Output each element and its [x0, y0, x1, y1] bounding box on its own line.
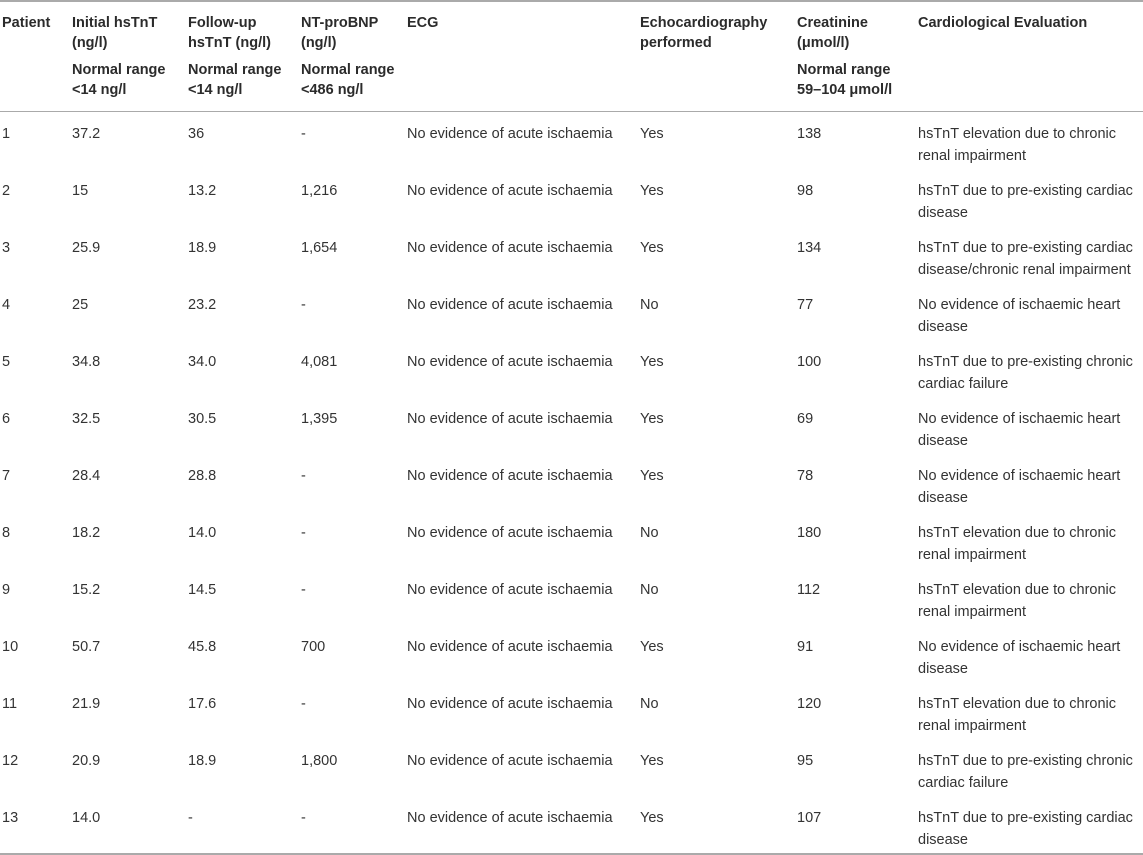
cell-initial-hstnt: 28.4: [72, 468, 101, 484]
cell-echocardiography: Yes: [640, 753, 664, 769]
cell-ecg: No evidence of acute ischaemia: [407, 753, 613, 769]
cell-patient: 4: [2, 297, 11, 313]
cell-followup-hstnt: 34.0: [188, 354, 217, 370]
cell-cardiological-evaluation: hsTnT elevation due to chronic renal impairment: [918, 582, 1117, 620]
cell-patient: 6: [2, 411, 11, 427]
table-row: [0, 112, 1143, 170]
cell-cardiological-evaluation: hsTnT elevation due to chronic renal impairment: [918, 696, 1117, 734]
cell-ecg: No evidence of acute ischaemia: [407, 810, 613, 826]
table-row: [0, 169, 1143, 226]
cell-creatinine: 134: [797, 240, 822, 256]
cell-ecg: No evidence of acute ischaemia: [407, 696, 613, 712]
cell-patient: 7: [2, 468, 11, 484]
cell-patient: 5: [2, 354, 11, 370]
cell-cardiological-evaluation: No evidence of ischaemic heart disease: [918, 468, 1121, 506]
header-initial-hstnt: [68, 1, 184, 112]
cell-echocardiography: Yes: [640, 810, 664, 826]
table-row: [0, 568, 1143, 625]
cell-nt-probnp: -: [301, 297, 306, 313]
header-nt-probnp-label: NT-proBNP (ng/l): [301, 15, 379, 51]
cell-initial-hstnt: 15.2: [72, 582, 101, 598]
header-nt-probnp-range: Normal range <486 ng/l: [301, 62, 395, 98]
header-creatinine-label: Creatinine (μmol/l): [797, 15, 868, 51]
cell-echocardiography: No: [640, 297, 659, 313]
table-row: [0, 283, 1143, 340]
cell-cardiological-evaluation: hsTnT due to pre-existing chronic cardiac failure: [918, 354, 1133, 392]
cell-ecg: No evidence of acute ischaemia: [407, 183, 613, 199]
cell-nt-probnp: -: [301, 696, 306, 712]
cell-cardiological-evaluation: No evidence of ischaemic heart disease: [918, 411, 1121, 449]
cell-echocardiography: Yes: [640, 468, 664, 484]
header-ecg: [403, 1, 636, 112]
cell-initial-hstnt: 32.5: [72, 411, 101, 427]
cell-nt-probnp: -: [301, 810, 306, 826]
cell-creatinine: 78: [797, 468, 814, 484]
cell-initial-hstnt: 50.7: [72, 639, 101, 655]
table-row: [0, 226, 1143, 283]
cell-creatinine: 112: [797, 582, 821, 598]
header-nt-probnp: [297, 1, 403, 112]
cell-initial-hstnt: 25: [72, 297, 89, 313]
cell-initial-hstnt: 34.8: [72, 354, 101, 370]
table-row: [0, 682, 1143, 739]
cell-ecg: No evidence of acute ischaemia: [407, 354, 613, 370]
cell-patient: 2: [2, 183, 11, 199]
cell-creatinine: 120: [797, 696, 822, 712]
cell-nt-probnp: -: [301, 525, 306, 541]
cell-followup-hstnt: 13.2: [188, 183, 217, 199]
cell-creatinine: 77: [797, 297, 814, 313]
cell-nt-probnp: -: [301, 126, 306, 142]
table-row: [0, 739, 1143, 796]
cell-echocardiography: Yes: [640, 183, 664, 199]
cell-creatinine: 69: [797, 411, 814, 427]
cell-creatinine: 100: [797, 354, 822, 370]
cell-nt-probnp: 1,654: [301, 240, 338, 256]
cell-echocardiography: No: [640, 525, 659, 541]
table-row: [0, 511, 1143, 568]
cell-cardiological-evaluation: hsTnT elevation due to chronic renal impairment: [918, 525, 1117, 563]
cell-ecg: No evidence of acute ischaemia: [407, 240, 613, 256]
cell-cardiological-evaluation: No evidence of ischaemic heart disease: [918, 639, 1121, 677]
cell-followup-hstnt: 36: [188, 126, 205, 142]
cell-initial-hstnt: 18.2: [72, 525, 101, 541]
header-patient-label: Patient: [2, 15, 51, 31]
header-followup-hstnt-label: Follow-up hsTnT (ng/l): [188, 15, 271, 51]
cell-followup-hstnt: 18.9: [188, 240, 217, 256]
cell-creatinine: 95: [797, 753, 814, 769]
table-row: [0, 625, 1143, 682]
cell-ecg: No evidence of acute ischaemia: [407, 126, 613, 142]
cell-ecg: No evidence of acute ischaemia: [407, 525, 613, 541]
cell-cardiological-evaluation: hsTnT due to pre-existing cardiac disease: [918, 183, 1133, 221]
cell-nt-probnp: 4,081: [301, 354, 338, 370]
table-body: [0, 112, 1143, 855]
table-header: [0, 1, 1143, 112]
cell-patient: 1: [2, 126, 11, 142]
cell-cardiological-evaluation: No evidence of ischaemic heart disease: [918, 297, 1121, 335]
cell-patient: 3: [2, 240, 11, 256]
header-creatinine-range: Normal range 59–104 μmol/l: [797, 62, 893, 98]
cell-nt-probnp: 1,216: [301, 183, 338, 199]
cell-patient: 9: [2, 582, 11, 598]
cell-followup-hstnt: 28.8: [188, 468, 217, 484]
table-row: [0, 796, 1143, 854]
cell-creatinine: 98: [797, 183, 814, 199]
cell-nt-probnp: 1,395: [301, 411, 338, 427]
cell-echocardiography: Yes: [640, 126, 664, 142]
cell-echocardiography: Yes: [640, 354, 664, 370]
cell-cardiological-evaluation: hsTnT due to pre-existing chronic cardiac failure: [918, 753, 1133, 791]
cell-initial-hstnt: 37.2: [72, 126, 101, 142]
cell-initial-hstnt: 14.0: [72, 810, 101, 826]
cell-followup-hstnt: 14.0: [188, 525, 217, 541]
cell-followup-hstnt: 14.5: [188, 582, 217, 598]
table-row: [0, 340, 1143, 397]
cell-echocardiography: No: [640, 696, 659, 712]
cell-echocardiography: Yes: [640, 639, 664, 655]
cell-ecg: No evidence of acute ischaemia: [407, 297, 613, 313]
header-initial-hstnt-range: Normal range <14 ng/l: [72, 62, 166, 98]
cell-cardiological-evaluation: hsTnT due to pre-existing cardiac disease: [918, 810, 1133, 848]
cell-nt-probnp: -: [301, 582, 306, 598]
cell-creatinine: 91: [797, 639, 814, 655]
cell-ecg: No evidence of acute ischaemia: [407, 639, 613, 655]
cell-creatinine: 107: [797, 810, 822, 826]
cell-echocardiography: Yes: [640, 411, 664, 427]
cell-followup-hstnt: 30.5: [188, 411, 217, 427]
table-row: [0, 454, 1143, 511]
header-followup-hstnt-range: Normal range <14 ng/l: [188, 62, 282, 98]
header-echocardiography-label: Echocardiography performed: [640, 15, 768, 51]
cell-initial-hstnt: 15: [72, 183, 89, 199]
header-cardiological-evaluation-label: Cardiological Evaluation: [918, 15, 1088, 31]
cell-patient: 10: [2, 639, 19, 655]
cell-followup-hstnt: -: [188, 810, 193, 826]
cell-patient: 8: [2, 525, 11, 541]
cell-nt-probnp: 700: [301, 639, 326, 655]
cell-patient: 12: [2, 753, 19, 769]
cell-initial-hstnt: 25.9: [72, 240, 101, 256]
cell-followup-hstnt: 18.9: [188, 753, 217, 769]
header-ecg-label: ECG: [407, 15, 439, 31]
header-cardiological-evaluation: [914, 1, 1143, 112]
cell-cardiological-evaluation: hsTnT due to pre-existing cardiac disease/chronic renal impairment: [918, 240, 1133, 278]
cell-creatinine: 180: [797, 525, 822, 541]
header-creatinine: [793, 1, 914, 112]
header-followup-hstnt: [184, 1, 297, 112]
header-row: [0, 1, 1143, 112]
cell-initial-hstnt: 20.9: [72, 753, 101, 769]
cell-echocardiography: No: [640, 582, 659, 598]
cell-nt-probnp: 1,800: [301, 753, 338, 769]
cell-cardiological-evaluation: hsTnT elevation due to chronic renal impairment: [918, 126, 1117, 164]
cell-followup-hstnt: 23.2: [188, 297, 217, 313]
cell-ecg: No evidence of acute ischaemia: [407, 411, 613, 427]
header-patient: [0, 1, 68, 112]
cell-creatinine: 138: [797, 126, 822, 142]
header-initial-hstnt-label: Initial hsTnT (ng/l): [72, 15, 158, 51]
cell-initial-hstnt: 21.9: [72, 696, 101, 712]
cell-nt-probnp: -: [301, 468, 306, 484]
cell-ecg: No evidence of acute ischaemia: [407, 468, 613, 484]
cell-followup-hstnt: 17.6: [188, 696, 217, 712]
cell-followup-hstnt: 45.8: [188, 639, 217, 655]
cell-ecg: No evidence of acute ischaemia: [407, 582, 613, 598]
cell-patient: 11: [2, 696, 18, 712]
table-row: [0, 397, 1143, 454]
cell-patient: 13: [2, 810, 19, 826]
header-echocardiography: [636, 1, 793, 112]
cell-echocardiography: Yes: [640, 240, 664, 256]
